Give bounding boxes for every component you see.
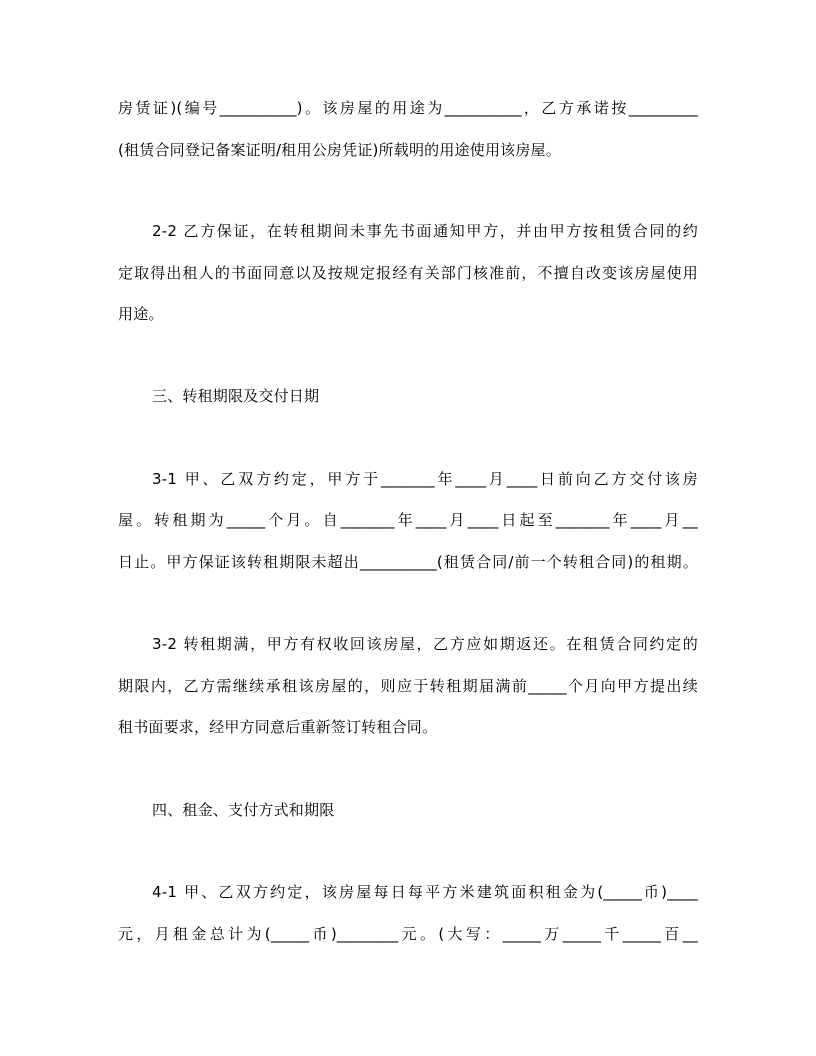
clause-3-1-line-2: 屋。转租期为_____个月。自_______年____月____日起至_______年____月__ [118,511,698,529]
clause-4-1-line-1: 4-1 甲、乙双方约定，该房屋每日每平方米建筑面积租金为(_____币)____ [152,883,698,901]
doc-line-2: (租赁合同登记备案证明/租用公房凭证)所载明的用途使用该房屋。 [118,141,561,159]
section-4-heading: 四、租金、支付方式和期限 [152,801,335,819]
clause-3-2-line-1: 3-2 转租期满，甲方有权收回该房屋，乙方应如期返还。在租赁合同约定的 [152,635,698,653]
clause-3-1-line-3: 日止。甲方保证该转租期限未超出__________(租赁合同/前一个转租合同)的租期。 [118,553,698,571]
clause-3-2-line-2: 期限内，乙方需继续承租该房屋的，则应于转租期届满前_____个月向甲方提出续 [118,677,698,695]
clause-2-2-line-2: 定取得出租人的书面同意以及按规定报经有关部门核准前，不擅自改变该房屋使用 [118,264,698,282]
clause-3-2-line-3: 租书面要求，经甲方同意后重新签订转租合同。 [118,718,438,736]
clause-2-2-line-3: 用途。 [118,305,164,323]
clause-4-1-line-2: 元，月租金总计为(_____币)________元。(大写：_____万_____千_____百__ [118,925,698,943]
section-3-heading: 三、转租期限及交付日期 [152,387,320,405]
clause-3-1-line-1: 3-1 甲、乙双方约定，甲方于_______年____月____日前向乙方交付该房 [152,470,698,488]
clause-2-2-line-1: 2-2 乙方保证，在转租期间未事先书面通知甲方，并由甲方按租赁合同的约 [152,222,698,240]
doc-line-1: 房赁证)(编号__________)。该房屋的用途为__________，乙方承诺按_________ [118,99,698,117]
